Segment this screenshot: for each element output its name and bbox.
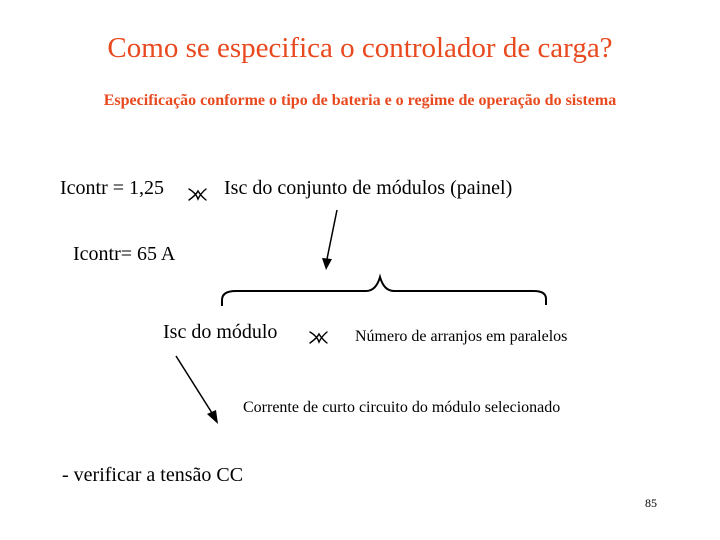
page-number: 85	[645, 496, 657, 510]
times-sign-icon	[189, 189, 206, 200]
result-value: Icontr= 65 A	[73, 243, 176, 265]
curly-brace-icon	[222, 277, 546, 306]
formula-lhs: Icontr = 1,25	[60, 177, 165, 199]
isc-modulo-label: Isc do módulo	[163, 321, 278, 343]
arrow-down-icon	[322, 210, 337, 270]
arrow-diagonal-icon	[176, 356, 218, 424]
corrente-description: Corrente de curto circuito do módulo selecionado	[243, 399, 561, 416]
slide-subtitle: Especificação conforme o tipo de bateria e o regime de operação do sistema	[103, 92, 617, 109]
slide-title: Como se especifica o controlador de carga?	[107, 32, 613, 64]
num-arranjos-label: Número de arranjos em paralelos	[355, 328, 568, 345]
formula-rhs: Isc do conjunto de módulos (painel)	[224, 177, 513, 199]
times-sign-icon	[310, 332, 327, 343]
verificar-note: - verificar a tensão CC	[62, 464, 244, 486]
